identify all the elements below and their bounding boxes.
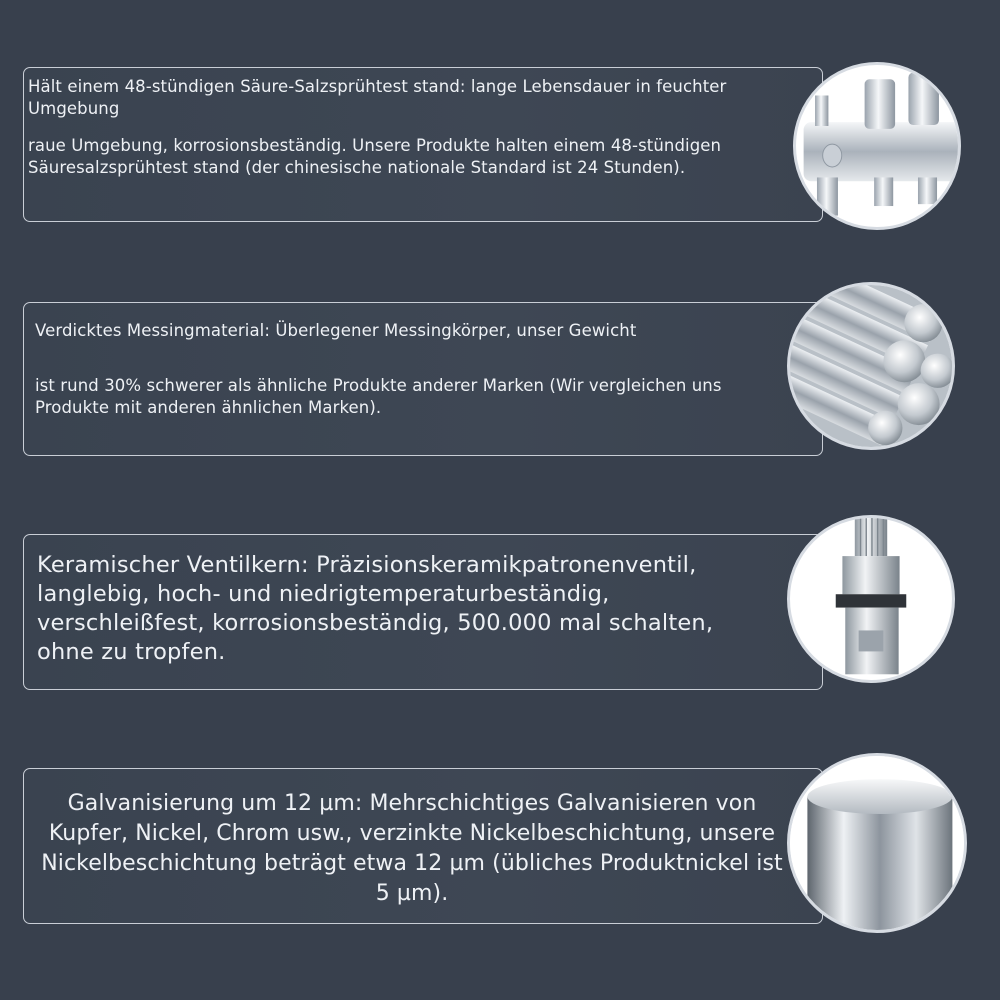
feature-panel-galvanization [23,768,823,924]
feature-panel-brass [23,302,823,456]
feature-body: ist rund 30% schwerer als ähnliche Produkte anderer Marken (Wir vergleichen uns Produkte mit anderen ähnlichen Marken). [35,376,722,417]
chrome-knob-icon [787,753,967,933]
feature-heading: Keramischer Ventilkern: Präzisionskeramikpatronenventil, langlebig, hoch- und niedrigtemperaturbeständig, verschleißfest, korrosionsbeständig, 500.000 mal schalten, ohne zu tropfen. [37,552,714,665]
ceramic-cartridge-icon [787,515,955,683]
feature-heading: Hält einem 48-stündigen Säure-Salzsprühtest stand: lange Lebensdauer in feuchter Umgebung [28,77,727,118]
feature-body: raue Umgebung, korrosionsbeständig. Unsere Produkte halten einem 48-stündigen Säuresalzsprühtest stand (der chinesische nationale Standard ist 24 Stunden). [28,136,722,177]
feature-heading: Galvanisierung um 12 µm: Mehrschichtiges Galvanisieren von Kupfer, Nickel, Chrom usw., verzinkte Nickelbeschichtung, unsere Nickelbeschichtung beträgt etwa 12 µm (übliches Produktnickel ist 5 µm). [41,791,783,906]
feature-panel-salt-spray [23,67,823,222]
valve-manifold-icon [793,62,961,230]
brass-rods-icon [787,282,955,450]
feature-panel-ceramic-valve [23,534,823,690]
feature-heading: Verdicktes Messingmaterial: Überlegener Messingkörper, unser Gewicht [35,321,637,340]
